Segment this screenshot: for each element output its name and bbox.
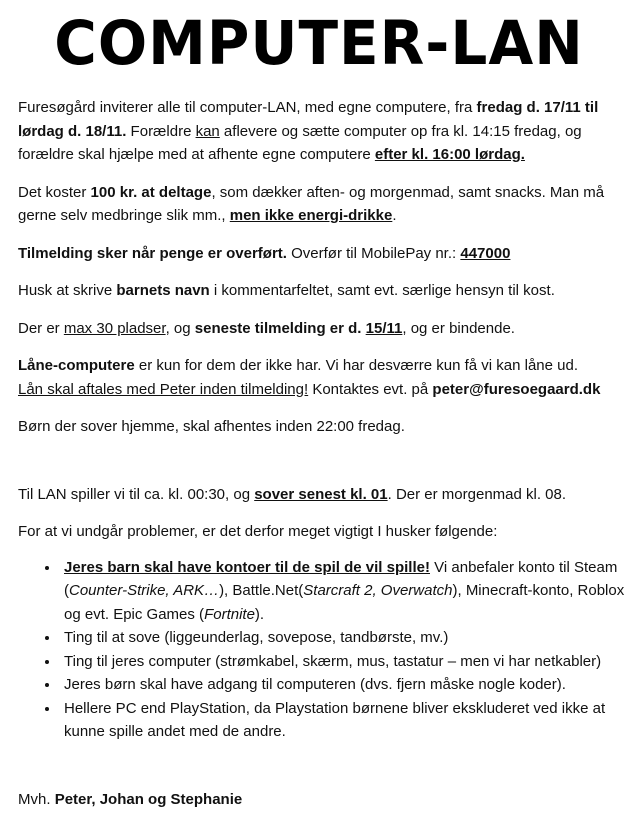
list-item: • Jeres børn skal have adgang til computeren (dvs. fjern måske nogle koder).: [60, 673, 630, 697]
game-names: Starcraft 2, Overwatch: [303, 582, 453, 599]
text: Forældre: [126, 122, 196, 140]
page-title: COMPUTER-LAN: [54, 7, 584, 79]
event-dates: fredag d. 17/11 til lørdag d. 18/11.: [18, 99, 599, 140]
letter-body: [18, 96, 630, 811]
text: Mvh.: [18, 790, 55, 808]
paragraph-schedule: [18, 483, 630, 507]
text: ), Battle.Net(: [219, 582, 304, 599]
deadline-label: seneste tilmelding er d.: [194, 319, 366, 337]
registration-note: Tilmelding sker når penge er overført.: [18, 244, 287, 262]
paragraph-seats: [18, 317, 630, 341]
text: er kun for dem der ikke har. Vi har desværre kun få vi kan låne ud.: [134, 357, 578, 374]
text: , og er bindende.: [402, 319, 515, 337]
paragraph-pickup: Børn der sover hjemme, skal afhentes inden 22:00 fredag.: [18, 418, 405, 435]
text: Til LAN spiller vi til ca. kl. 00:30, og: [18, 485, 255, 503]
text: Det koster: [18, 183, 91, 201]
text-underlined: kan: [195, 122, 220, 140]
pickup-time: efter kl. 16:00 lørdag.: [374, 146, 525, 163]
text: Kontaktes evt. på: [308, 380, 433, 398]
text: . Der er morgenmad kl. 08.: [387, 485, 567, 503]
game-names: Counter-Strike, ARK…: [69, 582, 220, 599]
text: aflevere og sætte computer op fra kl. 14:15 fredag, og forældre skal hjælpe med at afhente egne computere: [18, 122, 582, 163]
checklist: [18, 556, 630, 744]
signoff: [18, 788, 630, 812]
text: Overfør til MobilePay nr.:: [286, 244, 461, 262]
deadline-date: 15/11: [365, 319, 403, 337]
text: i kommentarfeltet, samt evt. særlige hensyn til kost.: [209, 282, 555, 299]
paragraph-loan: [18, 354, 630, 401]
bedtime: sover senest kl. 01: [254, 485, 388, 503]
mobilepay-number: 447000: [460, 244, 511, 262]
text: Vi anbefaler konto til Steam (: [64, 558, 618, 599]
text: , og: [165, 319, 195, 337]
paragraph-payment: [18, 242, 630, 266]
no-energy-drinks: men ikke energi-drikke: [229, 207, 393, 224]
list-item: • Ting til at sove (liggeunderlag, sovepose, tandbørste, mv.): [60, 626, 630, 650]
text: ).: [254, 605, 265, 623]
signatories: Peter, Johan og Stephanie: [54, 790, 243, 808]
text: Furesøgård inviterer alle til computer-LAN, med egne computere, fra: [18, 99, 477, 116]
list-item: [60, 556, 630, 627]
paragraph-price: [18, 181, 630, 228]
loan-note: Lån skal aftales med Peter inden tilmelding!: [18, 380, 309, 398]
paragraph-comment: [18, 279, 630, 303]
max-seats: max 30 pladser: [63, 319, 166, 337]
text: .: [392, 207, 397, 224]
text: ), Minecraft-konto, Roblox og evt. Epic Games (: [64, 582, 625, 623]
list-item: • Hellere PC end PlayStation, da Playstation børnene bliver ekskluderet ved ikke at kunne spille andet med de andre.: [60, 697, 630, 744]
child-name-note: barnets navn: [116, 282, 210, 299]
contact-email[interactable]: peter@furesoegaard.dk: [432, 380, 601, 398]
text: Der er: [18, 319, 64, 337]
price: 100 kr. at deltage: [90, 183, 212, 201]
game-names: Fortnite: [204, 605, 255, 623]
text: , som dækker aften- og morgenmad, samt snacks. Man må gerne selv medbringe slik mm.,: [18, 183, 605, 224]
accounts-required: Jeres barn skal have kontoer til de spil de vil spille!: [64, 558, 430, 576]
loan-computers: Låne-computere: [18, 357, 135, 374]
paragraph-reminder: For at vi undgår problemer, er det derfor meget vigtigt I husker følgende:: [18, 523, 498, 540]
text: Husk at skrive: [18, 282, 117, 299]
list-item: • Ting til jeres computer (strømkabel, skærm, mus, tastatur – men vi har netkabler): [60, 650, 630, 674]
paragraph-dates: [18, 96, 630, 167]
